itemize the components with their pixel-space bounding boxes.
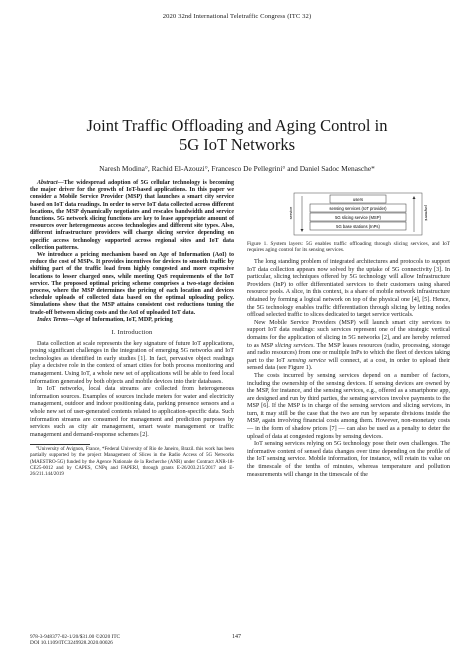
intro-paragraph-1: Data collection at scale represents the key signature of future IoT applications, posing significant challenges in the integration of emerging 5G networks and IoT technologies as identified in early studies [1]. In fact, pervasive object readings play a decisive role in the context of smart cities for both process monitoring and management. Using IoT, a whole new set of applications will be able to feed local information generated by both objects and mobile devices into their databases. <box>30 340 234 385</box>
layer-label-users: users <box>352 197 364 202</box>
paper-title <box>40 116 434 154</box>
title-line-1: Joint Traffic Offloading and Aging Control in <box>86 116 388 135</box>
layer-label-base-stations: 5G base stations (InPs) <box>336 224 380 229</box>
title-line-2: 5G IoT Networks <box>178 135 296 154</box>
service-label: service <box>288 206 293 220</box>
figure-caption: Figure 1. System layers: 5G enables traffic offloading through slicing services, and IoT requires aging control for its sensing services. <box>247 241 450 254</box>
body-paragraph-1: The long standing problem of integrated architectures and protocols to support IoT data collection appears now solved by the uptake of 5G connectivity [3]. In particular, slicing techniques offered by 5G technology will allow Infrastructure Providers (InP) to offer differentiated services to their customers using shared resource pools. A slice, in this context, is a share of mobile network infrastructure obtained by forming a logical network on top of the physical one [4], [5]. Hence, the 5G technology enables traffic differentiation through slicing by letting nodes offload selected traffic to slices dedicated to target service verticals. <box>247 259 450 319</box>
conference-header: 2020 32nd International Teletraffic Congress (ITC 32) <box>162 13 312 20</box>
index-terms: —Age of Information, IoT, MDP, pricing <box>67 316 173 323</box>
footnote-text: °University of Avignon, France, *Federal University of Rio de Janeiro, Brazil. this work has been partially supported by the project Management of Slices in the Radio Access of 5G Networks (MAESTRO-5G) funded by the Agence Nationale de la Recherche (ANR) under Contract ANR-18-CE25-0012 and by CAPES, CNPq and FAPERJ, through grants E-26/203.215/2017 and E-26/211.144/2019 <box>30 447 234 477</box>
right-column <box>247 259 450 479</box>
isbn-line: 978-3-948377-02-1/20/$31.00 ©2020 ITC <box>30 634 121 640</box>
layer-label-sensing: sensing services (IoT provider) <box>329 206 387 211</box>
abstract <box>30 180 234 324</box>
layer-label-slicing: 5G slicing service (MSP) <box>335 215 381 220</box>
body-paragraph-2: New Mobile Service Providers (MSP) will launch smart city services to support IoT data readings: such services represent one of the strategic vertical domains for the application of slicing in 5G networks [2], and are hereby referred to as MSP slicing services. The MSP leases resources (radio, processing, storage and radio resources) from one or multiple InPs to which the fleet of devices taking part to the IoT sensing service will connect, at a cost, in order to upload their sensed data (see Figure 1). <box>247 319 451 372</box>
doi-line: DOI 10.1109/ITC3249928.2020.00026 <box>30 640 113 647</box>
payment-arrowhead-icon <box>413 196 416 199</box>
abstract-paragraph-1: —The widespread adoption of 5G cellular technology is becoming the major driver for the growth of IoT-based applications. In this paper we consider a Mobile Service Provider (MSP) that launches a smart city service based on IoT data readings. In order to serve IoT data collected across different locations, the MSP dynamically negotiates and rescales bandwidth and service functions. 5G network slicing functions are key to lease appropriate amount of resources over heterogeneous access technologies and different site types. Also, different infrastructure providers will charge slicing service depending on specific access technology supported across regional sites and IoT data collection patterns. <box>30 180 234 251</box>
service-arrowhead-icon <box>301 229 304 232</box>
page-number: 147 <box>232 634 241 640</box>
footnote <box>30 447 234 477</box>
abstract-paragraph-2: We introduce a pricing mechanism based on Age of Information (AoI) to reduce the cost of MSPs. It provides incentives for devices to smooth traffic by shifting part of the traffic load from highly congested and more expensive locations to lesser charged ones, while meeting QoS requirements of the IoT service. The proposed optimal pricing scheme comprises a two-stage decision process, where the MSP determines the pricing of each location and devices schedule uploads of collected data based on the optimal uploading policy. Simulations show that the MSP attains consistent cost reductions tuning the trade-off between slicing costs and the AoI of uploaded IoT data. <box>30 252 234 316</box>
body-paragraph-3: The costs incurred by sensing services depend on a number of factors, including the ownership of the sensing devices. If sensing devices are owned by the MSP, for instance, and the sensing services, e.g., offered as a smartphone app, are designed and run by third parties, the sensing services involve payments to the MSP [6]. If the MSP is in charge of the sensing services and slicing services, in turn, it may still be the case that the two are run by separate divisions inside the MSP, again involving financial costs among them. However, non-monetary costs — in the form of shadow prices [7] — can also be used as a penalty to deter the upload of data at congested regions by sensing devices. <box>247 372 450 440</box>
abstract-label: Abstract <box>37 180 58 186</box>
footnote-divider <box>30 444 90 445</box>
section-heading-introduction: I. Introduction <box>111 329 153 337</box>
intro-paragraph-2: In IoT networks, local data streams are collected from heterogeneous information sources. Examples of sources include meters for water and electricity management, outdoor and indoor positioning data, parking presence sensors and a whole new set of user-generated contents related to application-specific data. Such information streams are consumed for management and prediction purposes by services such as city air management, smart waste management or traffic management and demand-response schemes [2]. <box>30 386 234 438</box>
left-column <box>30 180 234 478</box>
index-terms-label: Index Terms <box>37 316 68 323</box>
author-list: Naresh Modina°, Rachid El-Azouzi°, Francesco De Pellegrini° and Daniel Sadoc Menasche* <box>99 164 375 173</box>
system-layers-figure <box>278 192 438 236</box>
payment-label: payment <box>424 205 429 221</box>
copyright-footer <box>30 634 120 647</box>
body-paragraph-4: IoT sensing services relying on 5G technology pose their own challenges. The informative content of sensed data changes over time depending on the profile of the IoT sensing service. Mobile information, for instance, will retain its value on the timescale of the tenths of minutes, whereas temperature and pollution measurements will change in the timescale of the <box>247 441 450 478</box>
